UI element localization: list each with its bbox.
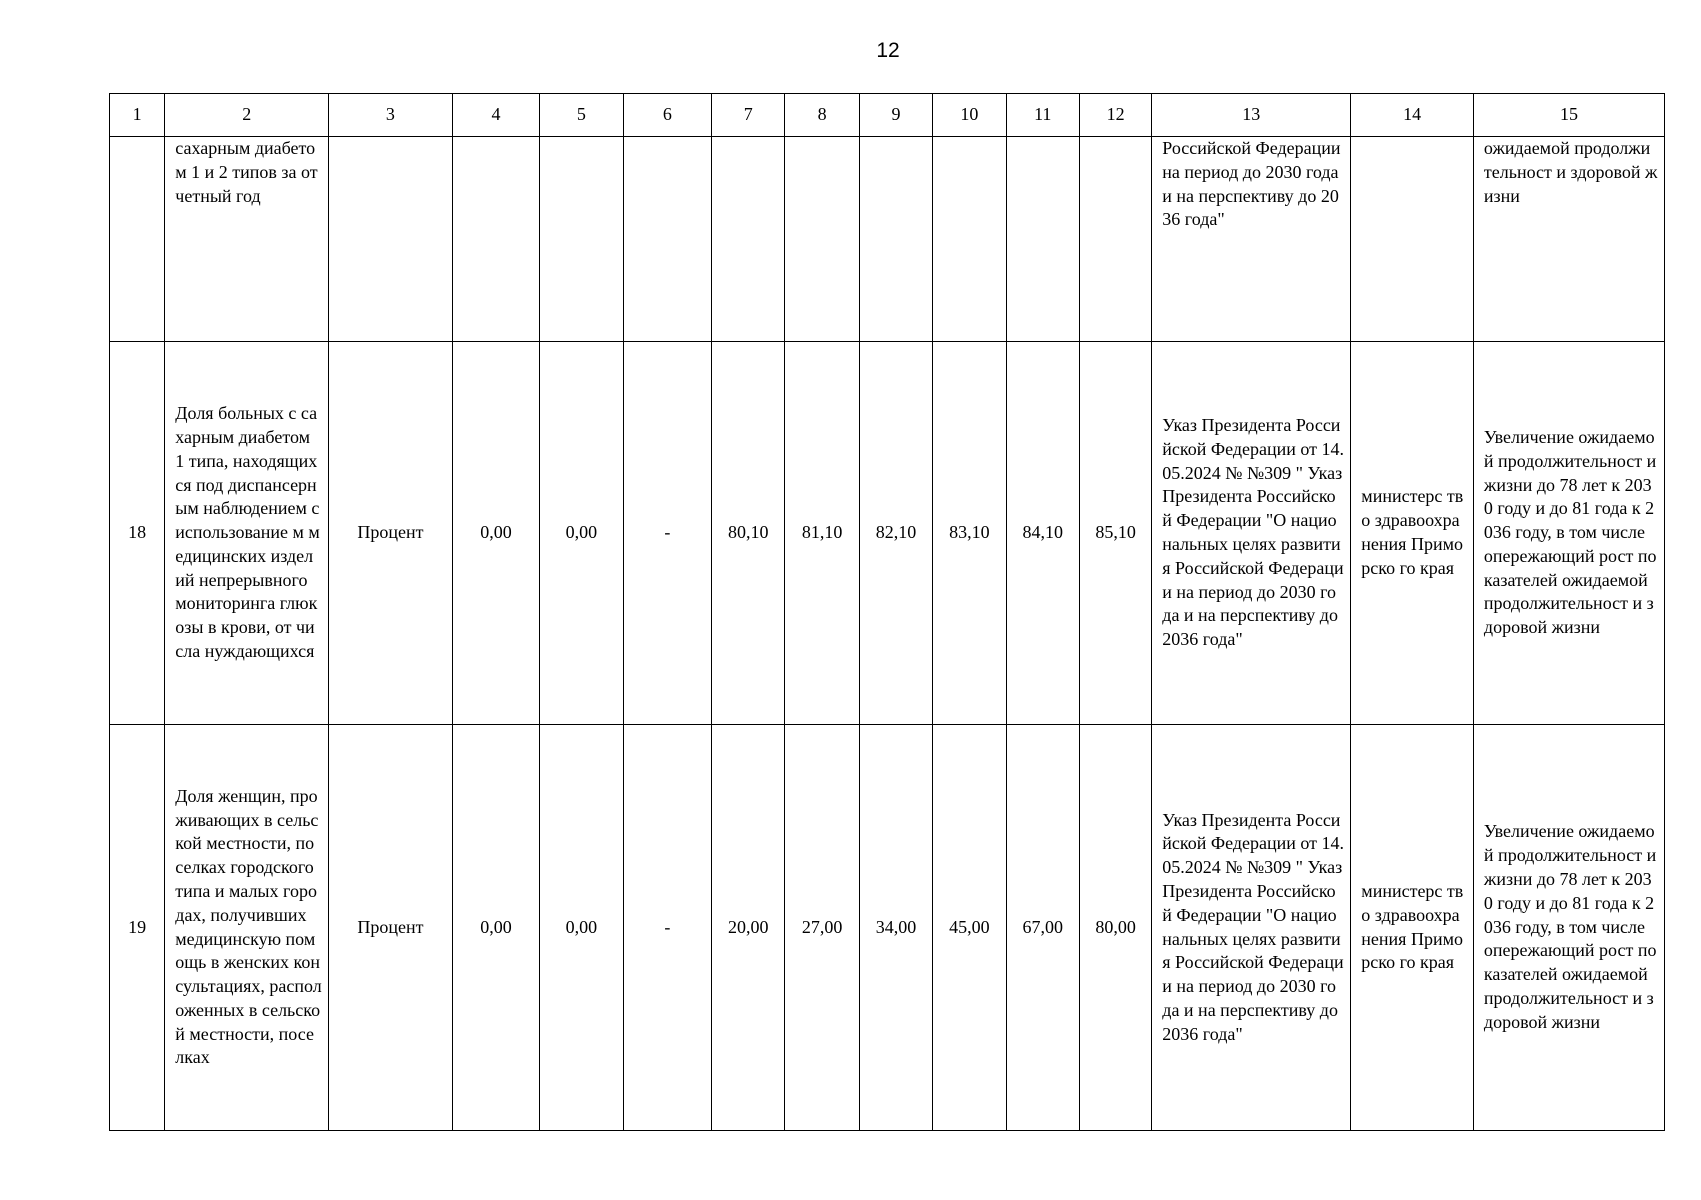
cell-value: - (623, 725, 711, 1131)
column-header: 11 (1006, 94, 1079, 137)
cell-indicator-name: Доля женщин, проживающих в сельской местности, поселках городского типа и малых городах, получивших медицинскую помощь в женских консультациях, расположенных в сельской местности, поселках (165, 725, 329, 1131)
cell-value: 0,00 (452, 725, 539, 1131)
cell-value: 83,10 (933, 342, 1006, 725)
cell-value: 80,00 (1079, 725, 1151, 1131)
cell-value: 27,00 (785, 725, 859, 1131)
cell-value (933, 137, 1006, 342)
table-row (110, 342, 1665, 725)
column-header: 15 (1473, 94, 1664, 137)
cell-value: 84,10 (1006, 342, 1079, 725)
column-header: 7 (712, 94, 785, 137)
column-header: 3 (329, 94, 453, 137)
column-header: 14 (1351, 94, 1474, 137)
cell-national-goal: ожидаемой продолжительност и здоровой жизни (1473, 137, 1664, 342)
cell-value: 85,10 (1079, 342, 1151, 725)
cell-responsible (1351, 137, 1474, 342)
cell-value (1079, 137, 1151, 342)
cell-value: 45,00 (933, 725, 1006, 1131)
cell-value: - (623, 342, 711, 725)
column-header: 8 (785, 94, 859, 137)
column-header: 13 (1152, 94, 1351, 137)
indicators-table (109, 93, 1665, 1131)
cell-value: 0,00 (452, 342, 539, 725)
cell-value: 34,00 (859, 725, 932, 1131)
cell-unit: Процент (329, 342, 453, 725)
cell-legal-basis: Указ Президента Российской Федерации от 14.05.2024 № №309 " Указ Президента Российской Федерации "О национальных целях развития Российской Федерации на период до 2030 года и на перспективу до 2036 года" (1152, 342, 1351, 725)
cell-value: 20,00 (712, 725, 785, 1131)
cell-value (623, 137, 711, 342)
table-row-continuation (110, 137, 1665, 342)
column-header: 5 (540, 94, 623, 137)
table-row (110, 725, 1665, 1131)
column-header: 1 (110, 94, 165, 137)
table-header-row (110, 94, 1665, 137)
cell-value: 0,00 (540, 342, 623, 725)
cell-value: 0,00 (540, 725, 623, 1131)
cell-value: 81,10 (785, 342, 859, 725)
column-header: 2 (165, 94, 329, 137)
cell-num (110, 137, 165, 342)
cell-value: 67,00 (1006, 725, 1079, 1131)
column-header: 6 (623, 94, 711, 137)
cell-national-goal: Увеличение ожидаемой продолжительност и жизни до 78 лет к 2030 году и до 81 года к 2036 году, в том числе опережающий рост показателей ожидаемой продолжительност и здоровой жизни (1473, 725, 1664, 1131)
cell-unit: Процент (329, 725, 453, 1131)
cell-value: 82,10 (859, 342, 932, 725)
cell-value (712, 137, 785, 342)
cell-value (1006, 137, 1079, 342)
column-header: 9 (859, 94, 932, 137)
cell-value (540, 137, 623, 342)
cell-value (859, 137, 932, 342)
column-header: 4 (452, 94, 539, 137)
cell-num: 19 (110, 725, 165, 1131)
cell-responsible: министерс тво здравоохра нения Приморско го края (1351, 342, 1474, 725)
cell-legal-basis: Российской Федерации на период до 2030 года и на перспективу до 2036 года" (1152, 137, 1351, 342)
cell-value (452, 137, 539, 342)
cell-national-goal: Увеличение ожидаемой продолжительност и жизни до 78 лет к 2030 году и до 81 года к 2036 году, в том числе опережающий рост показателей ожидаемой продолжительност и здоровой жизни (1473, 342, 1664, 725)
cell-indicator-name: сахарным диабетом 1 и 2 типов за отчетный год (165, 137, 329, 342)
cell-responsible: министерс тво здравоохра нения Приморско го края (1351, 725, 1474, 1131)
cell-num: 18 (110, 342, 165, 725)
cell-value (785, 137, 859, 342)
cell-indicator-name: Доля больных с сахарным диабетом 1 типа, находящихся под диспансерным наблюдением с использование м медицинских изделий непрерывного мониторинга глюкозы в крови, от числа нуждающихся (165, 342, 329, 725)
cell-value: 80,10 (712, 342, 785, 725)
column-header: 12 (1079, 94, 1151, 137)
cell-legal-basis: Указ Президента Российской Федерации от 14.05.2024 № №309 " Указ Президента Российской Федерации "О национальных целях развития Российской Федерации на период до 2030 года и на перспективу до 2036 года" (1152, 725, 1351, 1131)
cell-unit (329, 137, 453, 342)
page-number: 12 (876, 39, 900, 62)
column-header: 10 (933, 94, 1006, 137)
